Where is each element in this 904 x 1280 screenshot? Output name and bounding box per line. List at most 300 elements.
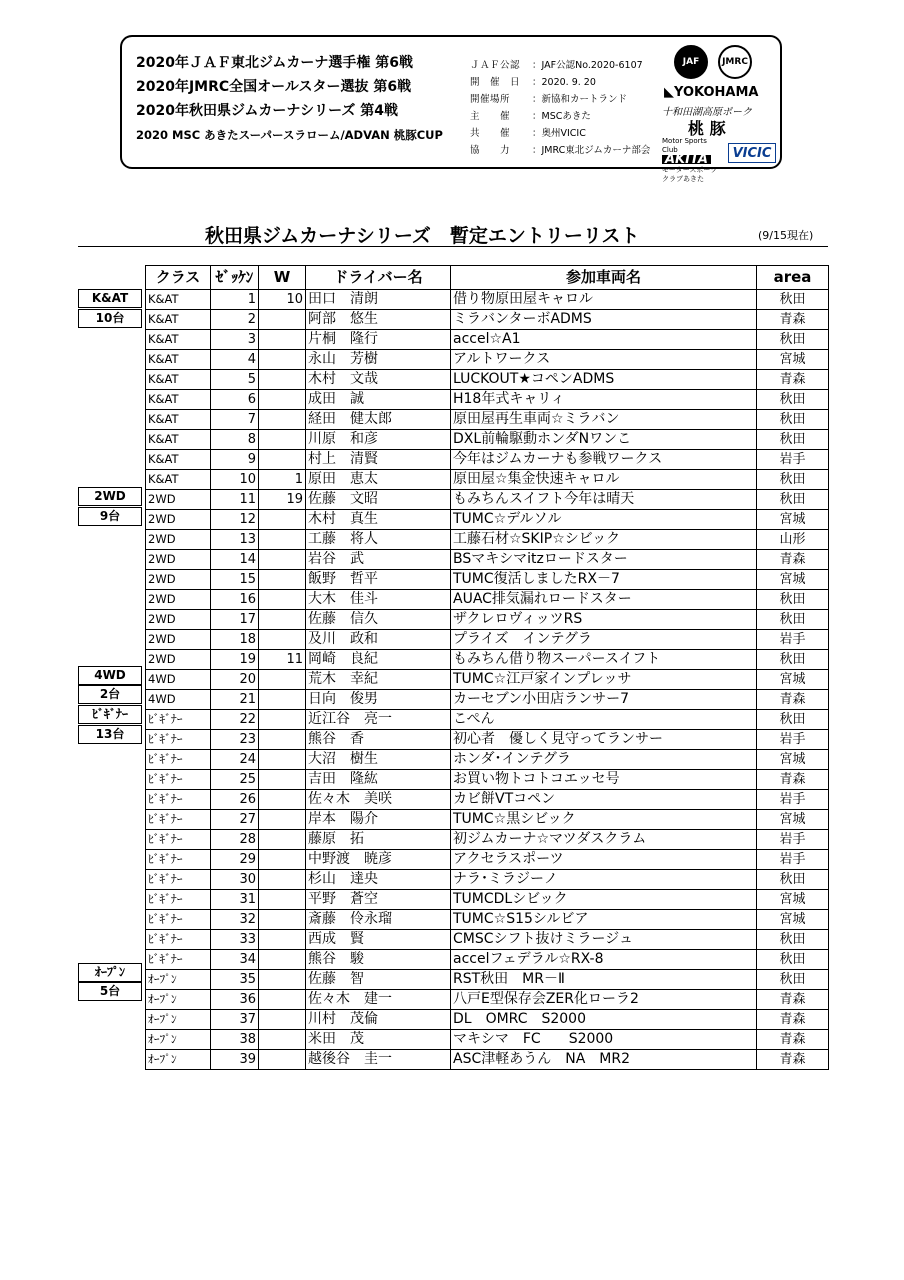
cell-w [259,690,306,710]
cell-w [259,450,306,470]
cell-class: 2WD [146,590,211,610]
cell-area: 秋田 [757,710,829,730]
cell-car: ナラ･ミラジーノ [451,870,757,890]
info-value: ：JAF公認No.2020-6107 [532,60,643,71]
cell-w [259,610,306,630]
jmrc-seal-logo: JMRC [718,45,752,79]
sponsor-logos [658,43,780,183]
class-summary-box: 9台 [78,507,142,526]
cell-class: 2WD [146,630,211,650]
cell-class: K&AT [146,310,211,330]
cell-area: 秋田 [757,650,829,670]
cell-driver: 熊谷 駿 [306,950,451,970]
info-value: ：新協和カートランド [532,94,628,105]
cell-driver: 木村 真生 [306,510,451,530]
col-w: W [259,266,306,290]
cell-car: TUMC☆S15シルビア [451,910,757,930]
cell-area: 秋田 [757,490,829,510]
cell-w [259,850,306,870]
cell-car: AUAC排気漏れロードスター [451,590,757,610]
cell-car: TUMCDLシビック [451,890,757,910]
table-row [146,630,829,650]
cell-num: 22 [211,710,259,730]
cell-w [259,970,306,990]
cell-num: 8 [211,430,259,450]
cell-class: 4WD [146,690,211,710]
cell-num: 13 [211,530,259,550]
yokohama-text: YOKOHAMA [674,85,759,100]
cell-area: 宮城 [757,670,829,690]
cell-w [259,1030,306,1050]
cell-w [259,990,306,1010]
col-car: 参加車両名 [451,266,757,290]
cell-num: 18 [211,630,259,650]
cell-area: 秋田 [757,430,829,450]
cell-w [259,910,306,930]
table-row [146,730,829,750]
cell-car: 原田屋再生車両☆ミラバン [451,410,757,430]
info-row [470,74,662,91]
cell-driver: 吉田 隆紘 [306,770,451,790]
cell-class: 2WD [146,510,211,530]
cell-class: ｵｰﾌﾟﾝ [146,990,211,1010]
cell-car: マキシマ FC S2000 [451,1030,757,1050]
table-row [146,650,829,670]
cell-class: ｵｰﾌﾟﾝ [146,1030,211,1050]
cell-driver: 佐藤 文昭 [306,490,451,510]
table-row [146,930,829,950]
class-summary-box: 2台 [78,685,142,704]
cell-driver: 原田 恵太 [306,470,451,490]
table-row [146,710,829,730]
cell-car: プライズ インテグラ [451,630,757,650]
club-text: Motor Sports Club [662,137,707,154]
cell-driver: 越後谷 圭一 [306,1050,451,1070]
cell-car: アクセラスポーツ [451,850,757,870]
cell-driver: 田口 清朗 [306,290,451,310]
table-row [146,690,829,710]
info-key: 協 力 [470,145,511,156]
cell-car: CMSCシフト抜けミラージュ [451,930,757,950]
col-class: クラス [146,266,211,290]
cell-area: 岩手 [757,630,829,650]
jaf-seal-logo: JAF [674,45,708,79]
cell-class: ｵｰﾌﾟﾝ [146,1050,211,1070]
info-value: ：MSCあきた [532,111,591,122]
cell-area: 青森 [757,310,829,330]
cell-num: 19 [211,650,259,670]
cell-num: 32 [211,910,259,930]
table-row [146,1030,829,1050]
cell-num: 2 [211,310,259,330]
cell-car: お買い物トコトコエッセ号 [451,770,757,790]
cell-area: 岩手 [757,730,829,750]
cell-car: DXL前輪駆動ホンダNワンこ [451,430,757,450]
cell-area: 宮城 [757,890,829,910]
cell-num: 12 [211,510,259,530]
table-header-row [146,266,829,290]
table-row [146,890,829,910]
cell-driver: 川原 和彦 [306,430,451,450]
cell-area: 青森 [757,1030,829,1050]
cell-w [259,510,306,530]
table-row [146,290,829,310]
col-area: area [757,266,829,290]
cell-area: 宮城 [757,350,829,370]
cell-class: 2WD [146,530,211,550]
table-row [146,770,829,790]
cell-car: TUMC☆黒シビック [451,810,757,830]
cell-area: 宮城 [757,910,829,930]
info-key: 主 催 [470,111,511,122]
cell-w [259,870,306,890]
cell-w [259,530,306,550]
cell-driver: 佐藤 信久 [306,610,451,630]
cell-w [259,770,306,790]
cell-num: 24 [211,750,259,770]
cell-area: 秋田 [757,410,829,430]
cell-area: 宮城 [757,570,829,590]
info-value: ：2020. 9. 20 [532,77,596,88]
cell-car: アルトワークス [451,350,757,370]
cell-driver: 日向 俊男 [306,690,451,710]
cell-area: 山形 [757,530,829,550]
cell-car: DL OMRC S2000 [451,1010,757,1030]
cell-num: 34 [211,950,259,970]
cell-class: K&AT [146,290,211,310]
table-row [146,350,829,370]
cell-w [259,810,306,830]
table-row [146,570,829,590]
cell-w [259,410,306,430]
info-row [470,108,662,125]
cell-area: 青森 [757,990,829,1010]
cell-w [259,710,306,730]
cell-car: ミラバンターボADMS [451,310,757,330]
cell-num: 15 [211,570,259,590]
cell-area: 青森 [757,1050,829,1070]
cell-area: 秋田 [757,610,829,630]
cell-class: ﾋﾞｷﾞﾅｰ [146,890,211,910]
table-row [146,970,829,990]
cell-area: 秋田 [757,470,829,490]
cell-num: 7 [211,410,259,430]
vicic-logo: VICIC [728,143,776,163]
cell-driver: 川村 茂倫 [306,1010,451,1030]
cell-driver: 村上 清賢 [306,450,451,470]
cell-area: 秋田 [757,330,829,350]
table-row [146,430,829,450]
cell-area: 岩手 [757,790,829,810]
table-row [146,390,829,410]
info-key: 共 催 [470,128,511,139]
cell-driver: 佐々木 美咲 [306,790,451,810]
cell-car: TUMC☆江戸家インプレッサ [451,670,757,690]
event-title-4: 2020 MSC あきたスーパースラローム/ADVAN 桃豚CUP [136,128,443,142]
cell-car: カビ餅VTコペン [451,790,757,810]
cell-area: 秋田 [757,590,829,610]
cell-num: 30 [211,870,259,890]
pork-logo: 十和田湖高原ポーク [662,107,752,118]
cell-num: 27 [211,810,259,830]
event-info [470,57,662,159]
col-number: ｾﾞｯｹﾝ [211,266,259,290]
title-rule [78,246,828,247]
info-row [470,142,662,159]
info-value: ：JMRC東北ジムカーナ部会 [532,145,651,156]
table-row [146,750,829,770]
table-row [146,950,829,970]
cell-area: 宮城 [757,810,829,830]
cell-car: H18年式キャリィ [451,390,757,410]
cell-class: K&AT [146,390,211,410]
class-summary-box: 5台 [78,982,142,1001]
table-row [146,410,829,430]
cell-class: ｵｰﾌﾟﾝ [146,970,211,990]
cell-driver: 及川 政和 [306,630,451,650]
cell-car: カーセブン小田店ランサー7 [451,690,757,710]
cell-w [259,730,306,750]
cell-w [259,370,306,390]
cell-car: 今年はジムカーナも参戦ワークス [451,450,757,470]
cell-driver: 経田 健太郎 [306,410,451,430]
cell-car: 工藤石材☆SKIP☆シビック [451,530,757,550]
cell-car: 借り物原田屋キャロル [451,290,757,310]
cell-w [259,330,306,350]
cell-area: 宮城 [757,750,829,770]
cell-car: 初心者 優しく見守ってランサー [451,730,757,750]
cell-class: ﾋﾞｷﾞﾅｰ [146,850,211,870]
cell-area: 秋田 [757,870,829,890]
cell-car: BSマキシマitzロードスター [451,550,757,570]
msc-akita-logo [662,137,722,184]
class-summary-box: 2WD [78,487,142,506]
cell-w [259,310,306,330]
table-row [146,450,829,470]
info-key: 開 催 日 [470,77,521,88]
table-row [146,910,829,930]
cell-driver: 平野 蒼空 [306,890,451,910]
info-key: 開催場所 [470,94,511,105]
event-title-3: 2020年秋田県ジムカーナシリーズ 第4戦 [136,103,399,119]
cell-driver: 佐藤 智 [306,970,451,990]
cell-w [259,630,306,650]
cell-car: TUMC復活しましたRX－7 [451,570,757,590]
cell-class: ﾋﾞｷﾞﾅｰ [146,710,211,730]
cell-driver: 杉山 達央 [306,870,451,890]
cell-w [259,570,306,590]
cell-num: 9 [211,450,259,470]
yokohama-mark-icon: ◣ [664,85,674,100]
cell-class: K&AT [146,370,211,390]
cell-driver: 大木 佳斗 [306,590,451,610]
cell-car: accelフェデラル☆RX-8 [451,950,757,970]
cell-class: ﾋﾞｷﾞﾅｰ [146,930,211,950]
cell-num: 29 [211,850,259,870]
entry-table [145,265,829,1070]
col-driver: ドライバー名 [306,266,451,290]
cell-class: 4WD [146,670,211,690]
cell-num: 11 [211,490,259,510]
cell-num: 6 [211,390,259,410]
cell-class: ﾋﾞｷﾞﾅｰ [146,950,211,970]
info-row [470,57,662,74]
cell-class: ﾋﾞｷﾞﾅｰ [146,810,211,830]
as-of-date: (9/15現在) [758,229,814,242]
cell-w [259,670,306,690]
cell-car: TUMC☆デルソル [451,510,757,530]
class-summary-box: 4WD [78,666,142,685]
table-row [146,1050,829,1070]
cell-driver: 飯野 哲平 [306,570,451,590]
cell-driver: 永山 芳樹 [306,350,451,370]
cell-w [259,1050,306,1070]
cell-area: 秋田 [757,390,829,410]
class-summary-box: 10台 [78,309,142,328]
info-row [470,91,662,108]
cell-num: 37 [211,1010,259,1030]
event-title-1: 2020年ＪＡＦ東北ジムカーナ選手権 第6戦 [136,55,414,71]
table-row [146,830,829,850]
table-row [146,310,829,330]
cell-w [259,750,306,770]
cell-car: ASC津軽あうん NA MR2 [451,1050,757,1070]
cell-driver: 岩谷 武 [306,550,451,570]
info-value: ：奥州VICIC [532,128,586,139]
cell-num: 16 [211,590,259,610]
cell-w [259,430,306,450]
cell-driver: 藤原 拓 [306,830,451,850]
cell-class: 2WD [146,490,211,510]
cell-w [259,830,306,850]
cell-car: ホンダ･インテグラ [451,750,757,770]
cell-w [259,950,306,970]
table-row [146,550,829,570]
cell-car: もみちん借り物スーパースイフト [451,650,757,670]
cell-num: 14 [211,550,259,570]
cell-w: 10 [259,290,306,310]
cell-area: 秋田 [757,930,829,950]
table-row [146,990,829,1010]
table-row [146,870,829,890]
cell-car: 原田屋☆集金快速キャロル [451,470,757,490]
cell-class: ﾋﾞｷﾞﾅｰ [146,730,211,750]
cell-driver: 近江谷 亮一 [306,710,451,730]
cell-driver: 岡崎 良紀 [306,650,451,670]
list-title: 秋田県ジムカーナシリーズ 暫定エントリーリスト [205,225,640,247]
cell-class: K&AT [146,470,211,490]
cell-area: 青森 [757,690,829,710]
event-header [120,35,782,183]
cell-driver: 米田 茂 [306,1030,451,1050]
cell-num: 31 [211,890,259,910]
table-row [146,370,829,390]
cell-w [259,930,306,950]
cell-area: 秋田 [757,950,829,970]
table-row [146,790,829,810]
cell-driver: 木村 文哉 [306,370,451,390]
table-row [146,670,829,690]
table-row [146,510,829,530]
cell-num: 28 [211,830,259,850]
table-row [146,810,829,830]
cell-driver: 岸本 陽介 [306,810,451,830]
cell-num: 25 [211,770,259,790]
cell-num: 21 [211,690,259,710]
cell-car: accel☆A1 [451,330,757,350]
cell-num: 23 [211,730,259,750]
cell-class: ｵｰﾌﾟﾝ [146,1010,211,1030]
class-summary-box: 13台 [78,725,142,744]
cell-w [259,890,306,910]
club-jp-text: モータースポーツクラブあきた [662,166,718,183]
cell-area: 青森 [757,550,829,570]
cell-area: 青森 [757,770,829,790]
cell-class: ﾋﾞｷﾞﾅｰ [146,770,211,790]
info-key: ＪＡＦ公認 [470,60,521,71]
cell-driver: 成田 誠 [306,390,451,410]
cell-class: 2WD [146,570,211,590]
cell-class: 2WD [146,650,211,670]
cell-car: こぺん [451,710,757,730]
cell-w [259,1010,306,1030]
cell-w [259,350,306,370]
cell-num: 36 [211,990,259,1010]
table-row [146,490,829,510]
cell-w [259,790,306,810]
cell-driver: 工藤 将人 [306,530,451,550]
cell-car: RST秋田 MR－Ⅱ [451,970,757,990]
cell-area: 岩手 [757,450,829,470]
cell-area: 秋田 [757,970,829,990]
cell-driver: 阿部 悠生 [306,310,451,330]
cell-w [259,390,306,410]
cell-driver: 佐々木 建一 [306,990,451,1010]
cell-class: K&AT [146,410,211,430]
cell-class: ﾋﾞｷﾞﾅｰ [146,750,211,770]
table-row [146,330,829,350]
cell-num: 3 [211,330,259,350]
cell-car: もみちんスイフト今年は晴天 [451,490,757,510]
cell-driver: 片桐 隆行 [306,330,451,350]
cell-driver: 中野渡 暁彦 [306,850,451,870]
cell-class: ﾋﾞｷﾞﾅｰ [146,870,211,890]
class-summary-box: ﾋﾞｷﾞﾅｰ [78,705,142,724]
momobuta-logo: 桃 豚 [688,119,726,138]
table-row [146,850,829,870]
cell-num: 38 [211,1030,259,1050]
cell-car: ザクレロヴィッツRS [451,610,757,630]
cell-num: 33 [211,930,259,950]
cell-driver: 荒木 幸紀 [306,670,451,690]
cell-driver: 熊谷 香 [306,730,451,750]
cell-driver: 大沼 樹生 [306,750,451,770]
table-row [146,470,829,490]
cell-num: 26 [211,790,259,810]
cell-num: 4 [211,350,259,370]
cell-num: 35 [211,970,259,990]
class-summary-box: K&AT [78,289,142,308]
cell-driver: 斎藤 伶永瑠 [306,910,451,930]
cell-car: LUCKOUT★コペンADMS [451,370,757,390]
cell-area: 岩手 [757,830,829,850]
table-row [146,610,829,630]
cell-num: 5 [211,370,259,390]
cell-area: 秋田 [757,290,829,310]
cell-num: 1 [211,290,259,310]
cell-area: 宮城 [757,510,829,530]
class-summary-box: ｵｰﾌﾟﾝ [78,963,142,982]
